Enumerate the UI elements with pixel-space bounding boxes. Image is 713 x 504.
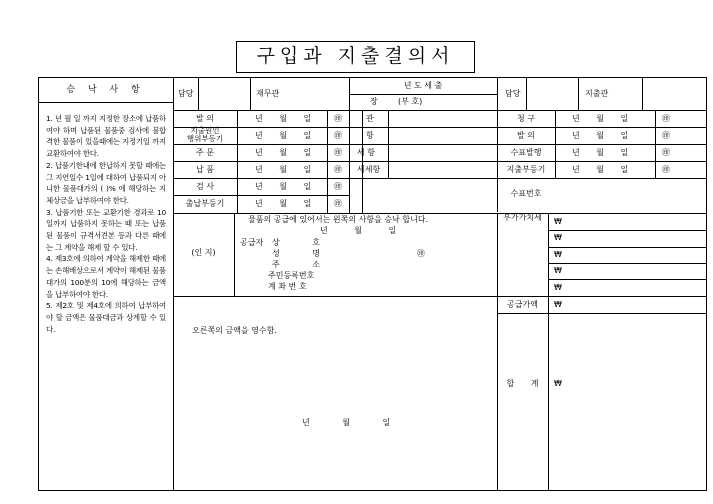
row-label-order: 주 문 <box>196 148 214 157</box>
stamp-label: (인 지) <box>191 248 216 257</box>
seal-icon: ㊞ <box>334 114 342 123</box>
right-label-proposal: 발 의 <box>517 131 535 140</box>
year-label: 년 도 세 출 <box>403 81 443 90</box>
seal-icon: ㊞ <box>662 114 670 123</box>
check-number-label: 수표번호 <box>510 189 542 198</box>
currency-icon: ₩ <box>554 250 562 259</box>
row-date-inspection: 년 월 일 <box>255 182 312 191</box>
budget-label-hang: 항 <box>366 131 374 140</box>
row-date-delivery: 년 월 일 <box>255 165 312 174</box>
seal-icon: ㊞ <box>662 131 670 140</box>
row-date-ledger: 년 월 일 <box>255 199 312 208</box>
row-label-ledger: 출납부등기 <box>185 199 225 208</box>
seal-icon: ㊞ <box>334 131 342 140</box>
budget-label-sehang: 세 항 <box>357 148 375 157</box>
right-label-claim: 청 구 <box>517 114 535 123</box>
currency-icon: ₩ <box>554 283 562 292</box>
right-date-proposal: 년 월 일 <box>572 131 629 140</box>
supplier-label: 공급자 <box>240 238 264 247</box>
row-label-inspection: 검 사 <box>196 182 214 191</box>
right-date-check-issue: 년 월 일 <box>572 148 629 157</box>
right-label-check-issue: 수표발행 <box>510 148 542 157</box>
seal-icon: ㊞ <box>662 148 670 157</box>
terms-item-4: 4. 제3호에 의하여 계약을 해제한 때에는 손해배상으로서 계약이 해제된 물품대가의 100분의 10에 해당하는 금액을 납부하여야 한다. <box>46 254 166 299</box>
seal-icon: ㊞ <box>662 165 670 174</box>
supplier-field-id: 주민등록번호 <box>268 271 315 280</box>
receipt-date: 년 월 일 <box>302 418 391 427</box>
row-label-delivery: 납 품 <box>196 165 214 174</box>
currency-icon: ₩ <box>554 300 562 309</box>
seal-icon: ㊞ <box>334 182 342 191</box>
row-date-proposal: 년 월 일 <box>255 114 312 123</box>
left-charge-label: 담당 <box>178 89 194 98</box>
right-date-ledger: 년 월 일 <box>572 165 629 174</box>
currency-icon: ₩ <box>554 266 562 275</box>
terms-item-5: 5. 제2호 및 제4호에 의하여 납부하여야 할 금액은 물품대금과 상계할 수 있다. <box>46 301 166 334</box>
terms-item-2: 2. 납품기한내에 한납하지 못할 때에는 그 지연일수 1일에 대하여 납품되지 아니한 물품대가의 ( )% 에 해당하는 지체상금을 납부하여야 한다. <box>46 160 166 205</box>
right-charge-label: 담당 <box>505 89 521 98</box>
supplier-field-account: 계 좌 번 호 <box>268 282 307 291</box>
row-label-cause-text: 지출원인 행위부등기 <box>186 126 224 143</box>
consent-text: 물품의 공급에 있어서는 왼쪽의 사항을 승낙 합니다. <box>248 215 429 224</box>
left-officer-label: 재무관 <box>256 89 280 98</box>
currency-icon: ₩ <box>554 217 562 226</box>
supplier-field-address: 주 소 <box>272 260 320 269</box>
terms-list <box>46 113 166 335</box>
row-label-cause <box>173 127 237 143</box>
seal-icon: ㊞ <box>334 165 342 174</box>
seal-icon: ㊞ <box>334 148 342 157</box>
currency-icon: ₩ <box>554 379 562 388</box>
row-date-order: 년 월 일 <box>255 148 312 157</box>
receipt-text: 오른쪽의 금액을 영수함. <box>192 326 277 335</box>
code-label: (부 호) <box>398 97 423 106</box>
terms-item-1: 1. 년 월 일 까지 지정한 장소에 납품하여야 하며 납품된 물품중 검사에 불합격한 물품이 있을때에는 지정기일 까지 교환하여야 한다. <box>46 114 166 159</box>
right-date-claim: 년 월 일 <box>572 114 629 123</box>
supplier-field-person: 성 명 <box>272 249 320 258</box>
consent-date: 년 월 일 <box>320 226 397 235</box>
row-date-cause: 년 월 일 <box>255 131 312 140</box>
budget-label-gwan: 관 <box>366 114 374 123</box>
supplier-field-name: 상 호 <box>272 238 320 247</box>
terms-heading: 승 낙 사 항 <box>66 85 145 95</box>
supply-amount-label: 공급가액 <box>507 300 538 309</box>
section-label: 장 <box>370 97 378 106</box>
row-label-proposal: 발 의 <box>196 114 214 123</box>
right-label-ledger: 지출부등기 <box>506 165 546 174</box>
seal-icon: ㊞ <box>334 199 342 208</box>
vat-label: 부가가치세 <box>503 213 542 222</box>
seal-icon: ㊞ <box>417 249 425 258</box>
total-label: 합 계 <box>506 379 539 388</box>
budget-label-sesehang: 세세항 <box>357 165 381 174</box>
currency-icon: ₩ <box>554 233 562 242</box>
terms-item-3: 3. 납품기한 또는 교환기한 경과로 10일까지 납품하지 못하는 때 또는 납품된 물품이 규격서견본 등과 다른 때에는 그 계약을 해제 할 수 있다. <box>46 207 166 252</box>
right-officer-label: 지출관 <box>585 89 609 98</box>
page-title: 구입과 지출결의서 <box>236 41 475 73</box>
